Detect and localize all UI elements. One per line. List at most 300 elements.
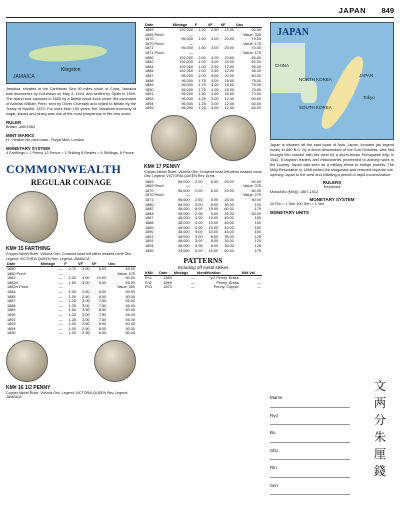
table-cell: 15.00 [224,92,235,97]
table-cell: 45.00 [224,230,234,235]
table-cell: 192,000 [179,55,194,60]
table-header-cell: VF [77,262,91,267]
table-cell: 1889 [145,225,154,230]
jamaica-island [29,42,108,63]
table-cell: 20.00 [224,211,234,216]
monetary-heading: MONETARY SYSTEM [6,146,50,151]
kanji-char: 朱 [373,430,386,444]
table-cell: 3.50 [211,92,219,97]
table-cell: 1895 [145,106,154,111]
rulers-sub: Emperors [323,185,341,189]
table-cell: 20.00 [224,73,235,78]
table-cell: 35.00 [224,239,234,244]
table-cell: 150 [254,216,261,221]
table-cell: 45.00 [224,221,234,226]
table-header-cell: F [63,262,77,267]
table-cell: — [58,326,63,331]
table-cell: 5.00 [210,179,219,184]
table-cell: 1882H [7,280,19,285]
table-cell: 60.00 [224,207,234,212]
table-cell: 60.00 [125,276,135,281]
table-cell: 60.00 [251,101,261,106]
table-cell: 4.00 [195,221,203,226]
table-cell: 1887 [145,216,154,221]
table-row [144,285,262,290]
table-cell: 1894 [7,326,16,331]
table-cell: — [189,41,194,46]
table-cell: 4.00 [195,230,203,235]
table-cell: 4.00 [195,216,203,221]
table-cell: 1870 [163,285,172,290]
table-cell: — [58,271,63,276]
patterns-title: PATTERNS [183,256,223,266]
table-header-cell: XF [219,23,235,28]
table-cell: 3.00 [195,202,203,207]
table-cell: — [58,276,63,281]
table-cell: 4.00 [211,87,219,92]
table-cell: 45.00 [224,216,234,221]
page-number: 849 [381,6,394,15]
table-cell: 45.00 [125,267,135,271]
table-cell: 10.00 [208,221,219,226]
table-cell: 1890 [145,87,154,92]
table-cell: Pn2 [145,280,152,285]
table-cell: — [58,322,63,327]
table-cell: 8.00 [210,234,219,239]
table-cell: 1888 [145,221,154,226]
table-cell: — [257,276,261,281]
table-header-cell: XF [91,262,108,267]
table-cell: 2.00 [195,179,203,184]
table-cell: — [257,280,261,285]
table-cell: 2.50 [211,64,219,69]
km-title: KM# 16 1/2 PENNY [6,384,51,391]
table-cell: 1/2 Penny. Brass. [209,276,240,281]
table-header-cell: Mintage [172,23,194,28]
table-cell: 1893 [7,322,16,327]
table-cell: 55.00 [251,64,261,69]
table-cell: 80.00 [251,179,261,184]
table-header-cell: Mkt Val [241,271,262,276]
table-cell: 8.00 [210,202,219,207]
table-cell: 10.00 [208,230,219,235]
table-cell: 7.50 [98,303,107,308]
right-column [270,22,394,215]
table-cell: 1.00 [68,326,76,331]
mintage-table-left [6,262,136,336]
table-cell: 55.00 [125,312,135,317]
table-cell: 60.00 [224,248,234,253]
table-cell: 2.50 [211,69,219,74]
table-cell: — [189,50,194,55]
map-label: JAMAICA [13,74,35,80]
kanji-char: 錢 [373,464,386,478]
table-cell: 2.00 [82,267,90,271]
table-cell: 1888 [7,303,16,308]
table-cell: 60.00 [251,106,261,111]
table-cell: 1869 Proof [145,32,164,37]
mintage-table-mid-2 [144,180,262,254]
table-header-cell: Unc [107,262,136,267]
table-cell: — [191,280,195,285]
table-cell: 1.25 [68,303,76,308]
table-cell: 96,000 [178,202,190,207]
table-cell: 18.00 [224,78,235,83]
table-cell: 10.00 [208,225,219,230]
table-cell: 48,000 [178,230,190,235]
table-cell: 48,000 [178,239,190,244]
km-description: Copper-Nickel Ruler: Victoria Obv. Legend: VICTORIA QUEEN Rev. Legend: JAMAICA [6,390,129,400]
table-cell: 7.50 [98,317,107,322]
table-cell: 1.00 [68,331,76,336]
table-cell: 75.00 [251,83,261,88]
table-row [144,106,262,111]
korea-shape [301,81,317,103]
kanji-char: 厘 [373,447,386,461]
table-cell: 1885 [7,294,16,299]
middle-column [144,22,262,290]
table-cell: 12.00 [224,96,235,101]
table-header-cell: Date [158,271,173,276]
table-cell: 96,000 [181,83,194,88]
table-cell: Value: 175 [117,271,135,276]
table-cell: 90.00 [251,198,261,203]
table-cell: 80.00 [251,55,261,60]
table-header-cell: Mintage [173,271,196,276]
table-cell: 1.50 [198,37,206,42]
table-cell: 2.00 [68,276,76,281]
rulers-heading: RULERS [322,180,342,185]
unit-name: Sen [270,478,350,496]
table-cell: 2.00 [198,55,206,60]
table-cell: 75.00 [251,78,261,83]
table-cell: 1.00 [68,289,76,294]
table-header-cell: Date [144,23,172,28]
japan-map [270,22,394,140]
table-cell: 96,000 [181,106,194,111]
table-cell: 4.00 [211,55,219,60]
table-cell: — [189,32,194,37]
table-cell: 175 [254,207,261,212]
table-cell: — [58,267,63,271]
table-cell: 1882 [7,276,16,281]
map-label: SOUTH KOREA [299,105,332,110]
table-cell: 1891 [7,317,16,322]
left-column [6,22,136,400]
table-cell: 3.00 [211,96,219,101]
table-cell: 45.00 [224,225,234,230]
table-cell: 24,000 [178,248,190,253]
japan-islands [315,53,370,133]
map-title: JAPAN [277,27,310,38]
unit-name: Shu [270,443,350,461]
table-cell: 1889 [145,83,154,88]
table-cell: 35.00 [224,244,234,248]
table-cell: Value: 375 [243,184,261,189]
table-cell: 3.00 [82,317,90,322]
table-cell: 150 [254,221,261,226]
table-cell: 1885 [145,69,154,74]
table-cell: — [58,299,63,304]
mainland-shape [271,43,305,93]
table-cell: 55.00 [125,317,135,322]
table-cell: 1890 [145,230,154,235]
table-cell: 6.00 [98,326,107,331]
table-cell: 1.00 [198,60,206,65]
table-cell: 50.00 [125,289,135,294]
table-cell: 0.75 [68,267,76,271]
table-cell: 1882H Proof [7,285,29,290]
table-cell: 1870 Proof [145,41,164,46]
table-cell: 125 [254,239,261,244]
table-cell: 2.50 [82,331,90,336]
section-title: JAPAN [338,6,366,15]
table-cell: 96,000 [181,87,194,92]
table-cell: 55.00 [125,303,135,308]
table-row [6,331,136,336]
table-cell: 3.00 [195,239,203,244]
table-cell: 1882 [145,207,154,212]
table-cell: 1.25 [198,96,206,101]
patterns-table [144,271,262,290]
table-cell: 96,000 [178,211,190,216]
table-cell: Value: 175 [243,50,261,55]
table-cell: 96,000 [178,179,190,184]
table-cell: 192,000 [179,60,194,65]
table-header-cell: Date [6,262,40,267]
monetary-units-list [270,390,350,495]
table-cell: 1869 [145,28,154,32]
table-cell: 1887 [145,73,154,78]
table-cell: 1869 [145,179,154,184]
table-cell: 35.00 [224,234,234,239]
table-cell: 50.00 [125,331,135,336]
table-cell: 125 [254,234,261,239]
table-cell: 1887 [7,299,16,304]
table-cell: 1880 [7,267,16,271]
table-cell: 30.00 [224,202,234,207]
table-cell: 2.00 [195,211,203,216]
table-cell: — [58,289,63,294]
table-cell: 20.00 [224,37,235,42]
table-cell: 3.00 [82,303,90,308]
table-cell: 2.00 [198,73,206,78]
mintage-table-mid-1 [144,23,262,111]
table-header-cell: KM# [144,271,158,276]
table-cell: 1.25 [68,312,76,317]
table-cell: 1869 [163,276,172,281]
table-header-cell: F [194,23,207,28]
table-cell: 1895 [145,248,154,253]
coin-reverse-image [210,115,256,161]
table-row [144,249,262,254]
table-cell: 96,000 [181,37,194,42]
jamaica-map [6,22,136,84]
header-rule [6,17,394,18]
table-cell: 2.00 [195,188,203,193]
monetary-heading: MONETARY SYSTEM [309,197,355,202]
table-cell: 1.25 [198,106,206,111]
rulers-text: British, until 1962 [6,125,36,129]
table-cell: 1.75 [198,87,206,92]
table-cell: 1.50 [68,308,76,313]
coin-reverse-image [94,340,136,382]
table-cell: 3.00 [82,312,90,317]
table-cell: 60.00 [125,308,135,313]
table-cell: 50.00 [125,294,135,299]
table-cell: 5.00 [195,207,203,212]
table-cell: 5.00 [98,267,107,271]
table-cell: 2.50 [195,198,203,203]
table-cell: 15.00 [208,248,219,253]
table-cell: 192,000 [179,69,194,74]
kanji-char: 文 [373,379,386,393]
table-cell: 55.00 [125,299,135,304]
map-label: NORTH KOREA [299,77,332,82]
table-cell: 5.00 [211,73,219,78]
mint-text: H - Heaton No mint mark - Royal Mint, London [6,138,85,142]
table-cell: 3.00 [195,234,203,239]
table-cell: 1894 [145,244,154,248]
table-cell: — [58,285,63,290]
table-cell: — [58,294,63,299]
table-cell: 48,000 [178,221,190,226]
table-cell: 96,000 [181,101,194,106]
table-cell: Pn1 [145,276,152,281]
unit-name: Ryo [270,408,350,426]
table-cell: 7.50 [98,312,107,317]
table-cell: 1895 [7,331,16,336]
table-cell: 1.00 [68,322,76,327]
table-cell: 1871 Proof [145,50,164,55]
table-cell: 6.00 [98,289,107,294]
table-cell: 3.00 [211,101,219,106]
table-cell: 8.50 [98,308,107,313]
table-header-cell: Identification [196,271,241,276]
table-cell: — [58,303,63,308]
table-cell: 50.00 [125,322,135,327]
unit-name: Rin [270,460,350,478]
table-cell: 6.00 [210,198,219,203]
table-cell: 3.00 [82,280,90,285]
table-cell: 96,000 [181,96,194,101]
table-cell: 100 [254,202,261,207]
table-cell: 1.00 [68,294,76,299]
table-cell: 1891 [145,234,154,239]
table-cell: 2.50 [82,289,90,294]
table-cell: 150 [254,230,261,235]
rulers-heading: RULER [6,120,22,125]
table-cell: 96,000 [181,46,194,51]
table-cell: 96,000 [181,73,194,78]
table-cell: 70.00 [251,46,261,51]
table-cell: 48,000 [178,244,190,248]
table-cell: 1870 [145,188,154,193]
table-cell: 3.00 [211,37,219,42]
table-cell: 12.00 [224,69,235,74]
table-cell: Penny. Copper. [213,285,240,290]
units-heading: MONETARY UNITS [270,210,309,215]
table-cell: 6.00 [98,294,107,299]
table-cell: Pn3 [145,285,152,290]
table-cell: 1.75 [198,83,206,88]
table-cell: 1.20 [198,28,206,32]
unit-name: Mame [270,390,350,408]
table-cell: 15.00 [224,60,235,65]
table-cell: 1884 [7,289,16,294]
intro-text: Japan is situated off the east coast of Asia. Japan, founded (as legend holds) in 660 B.C. by a direct descendant of the Sun Goddess, was first brought into contact with the west by a storm-blown Portuguese ship in 1542. European traders and missionaries proceeded to actively work in the country. Japan was seen as a military threat to foreign powers. The Meiji Restoration in 1868 ended the shogunate and restored imperial rule, opening Japan to the west and initiating a period of rapid modernization. [270,143,394,177]
kanji-column [370,378,390,480]
table-cell: 1880 Proof [7,271,26,276]
table-cell: 4.00 [211,78,219,83]
table-cell: 125 [254,244,261,248]
table-cell: 12.00 [224,106,235,111]
table-cell: 2.50 [82,326,90,331]
table-cell: 1871 [145,198,154,203]
table-cell: — [58,308,63,313]
table-cell: 60.00 [251,60,261,65]
table-cell: 150 [254,225,261,230]
table-cell: 48,000 [178,207,190,212]
table-cell: — [58,280,63,285]
table-cell: 1871 [145,46,154,51]
kanji-char: 分 [373,413,386,427]
table-cell: 192,000 [179,64,194,69]
table-cell: 1.75 [198,78,206,83]
coin-obverse-image [6,191,58,243]
table-cell: 1884 [145,211,154,216]
table-cell: 20.00 [224,188,234,193]
table-cell: 2.50 [211,28,219,32]
table-cell: 1.00 [198,64,206,69]
table-cell: 3.00 [211,60,219,65]
coin-obverse-image [151,115,197,161]
table-cell: 1.25 [68,317,76,322]
map-label: JAPAN [359,73,374,78]
table-cell: 18.00 [224,87,235,92]
table-cell: — [185,184,190,189]
table-cell: 1.25 [198,101,206,106]
table-cell: 60.00 [251,96,261,101]
table-cell: 1882 [145,60,154,65]
table-cell: 1.50 [198,92,206,97]
table-cell: 60.00 [251,28,261,32]
table-cell: 50.00 [125,326,135,331]
table-cell: Value: 175 [243,41,261,46]
kanji-char: 两 [373,396,386,410]
km-description: Copper-Nickel Ruler: Victoria Obv: Crowned head left within beaded circle Obv. Legend: VICTORIA QUEEN Rev: Legend: JAMAICA [6,252,132,261]
table-cell: 1880 [145,202,154,207]
table-cell: 20.00 [224,55,235,60]
table-header-cell: Mintage [40,262,64,267]
coin-reverse-image [84,191,136,243]
table-cell: 1893 [145,239,154,244]
table-header-cell: Unc [235,23,262,28]
commonwealth-title: COMMONWEALTH [6,162,122,176]
table-cell: 1891 [145,92,154,97]
coin-images [144,115,262,161]
table-cell: 4.00 [211,83,219,88]
table-cell: 20.00 [224,46,235,51]
table-cell: 25.00 [224,198,234,203]
table-header-cell: VF [207,23,220,28]
table-cell: 48,000 [178,225,190,230]
table-cell: 1893 [145,96,154,101]
table-cell: 55.00 [125,280,135,285]
map-label: CHINA [275,63,290,68]
table-cell: 96,000 [181,92,194,97]
table-cell: 70.00 [251,92,261,97]
